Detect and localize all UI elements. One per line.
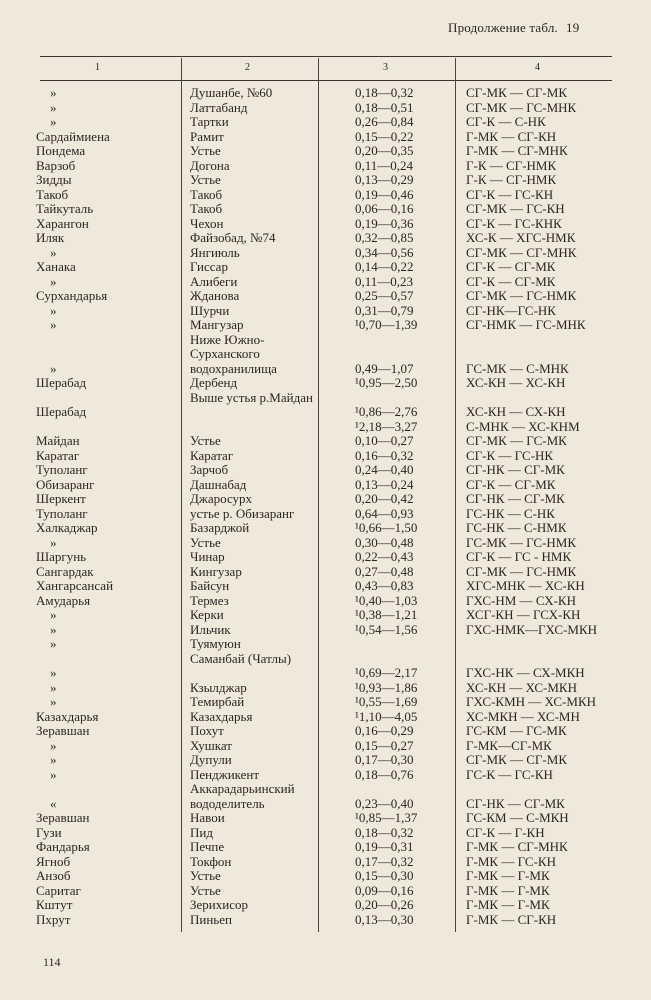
value-range-cell: 0,23—0,40: [355, 795, 414, 811]
river-cell: Шеркент: [36, 491, 86, 506]
station-cell: Устье: [190, 534, 221, 550]
station-cell: Похут: [190, 723, 224, 738]
river-cell: »: [50, 752, 57, 767]
column-number-4: 4: [535, 62, 540, 73]
station-cell: Зарчоб: [190, 462, 229, 477]
value-range-cell: 0,11—0,24: [355, 157, 414, 173]
station-cell: устье р. Обизаранг: [190, 505, 295, 521]
station-cell: Байсун: [190, 578, 230, 593]
table-row: [0, 884, 651, 899]
water-class-cell: Г-К — СГ-НМК: [466, 157, 557, 173]
table-row: [0, 623, 651, 638]
station-cell: Ильчик: [190, 621, 231, 637]
table-row: [0, 217, 651, 232]
table-row: [0, 434, 651, 449]
table-row: [0, 681, 651, 696]
value-range-cell: ¹0,66—1,50: [355, 520, 418, 535]
table-row: [0, 913, 651, 928]
table-body: [0, 86, 651, 927]
value-range-cell: ¹0,70—1,39: [355, 317, 418, 332]
water-class-cell: СГ-К — СГ-МК: [466, 476, 556, 492]
table-number: 19: [566, 20, 580, 35]
station-cell: Ниже Южно-Сурханского водохранилища: [190, 331, 277, 376]
water-class-cell: Г-МК — СГ-МНК: [466, 143, 568, 158]
column-number-row: [40, 58, 612, 80]
water-class-cell: ХС-КН — ХС-КН: [466, 375, 566, 390]
value-range-cell: 0,13—0,30: [355, 911, 414, 927]
value-range-cell: 0,43—0,83: [355, 578, 414, 593]
station-cell: Печпе: [190, 839, 225, 854]
water-class-cell: Г-МК — ГС-КН: [466, 853, 556, 869]
river-cell: »: [50, 694, 57, 709]
table-row: [0, 130, 651, 145]
river-cell: «: [50, 795, 57, 811]
station-cell: Янгиюль: [190, 244, 240, 260]
river-cell: Майдан: [36, 433, 80, 448]
table-row: [0, 463, 651, 478]
water-class-cell: СГ-НК — СГ-МК: [466, 462, 565, 477]
table-row: [0, 115, 651, 130]
table-row: [0, 289, 651, 304]
table-row: [0, 565, 651, 580]
column-number-3: 3: [383, 62, 388, 73]
table-row: [0, 144, 651, 159]
water-class-cell: ХС-К — ХГС-НМК: [466, 230, 576, 245]
river-cell: Шерабад: [36, 375, 87, 390]
value-range-cell: 0,26—0,84: [355, 114, 414, 129]
value-range-cell: 0,15—0,27: [355, 737, 414, 753]
table-row: [0, 724, 651, 739]
water-class-cell: ХСГ-КН — ГСХ-КН: [466, 607, 581, 622]
river-cell: Зеравшан: [36, 723, 90, 738]
station-cell: Тартки: [190, 114, 229, 129]
value-range-cell: 0,64—0,93: [355, 505, 414, 521]
station-cell: Хушкат: [190, 737, 232, 753]
station-cell: Пиньеп: [190, 911, 232, 927]
river-cell: »: [50, 273, 57, 289]
river-cell: Гузи: [36, 824, 62, 840]
river-cell: »: [50, 85, 57, 100]
river-cell: »: [50, 360, 57, 376]
value-range-cell: 0,18—0,76: [355, 766, 414, 782]
value-range-cell: 0,34—0,56: [355, 244, 414, 260]
table-row: [0, 333, 651, 377]
station-cell: Файзобад, №74: [190, 230, 276, 245]
river-cell: Варзоб: [36, 157, 76, 173]
table-row: [0, 855, 651, 870]
table-row: [0, 898, 651, 913]
river-cell: Ханака: [36, 259, 76, 274]
river-cell: Пхрут: [36, 911, 71, 927]
value-range-cell: 0,22—0,43: [355, 549, 414, 564]
river-cell: Фандарья: [36, 839, 90, 854]
station-cell: Керки: [190, 607, 224, 622]
water-class-cell: ГС-КМ — С-МКН: [466, 810, 569, 825]
station-cell: Каратаг: [190, 447, 234, 463]
station-cell: Саманбай (Чатлы): [190, 650, 292, 666]
river-cell: Амударья: [36, 592, 91, 608]
table-row: [0, 652, 651, 681]
water-class-cell: СГ-К — СГ-МК: [466, 259, 556, 274]
river-cell: »: [50, 621, 57, 637]
value-range-cell: ¹0,86—2,76: [355, 404, 418, 419]
value-range-cell: 0,30—0,48: [355, 534, 414, 550]
water-class-cell: ХГС-МНК — ХС-КН: [466, 578, 585, 593]
station-cell: Аккарадарьинский вододелитель: [190, 781, 295, 811]
station-cell: Пенджикент: [190, 766, 260, 782]
value-range-cell: 0,32—0,85: [355, 230, 414, 245]
river-cell: Анзоб: [36, 868, 71, 883]
station-cell: Базарджой: [190, 520, 250, 535]
table-row: [0, 318, 651, 333]
river-cell: Саритаг: [36, 882, 81, 898]
table-row: [0, 420, 651, 435]
value-range-cell: ¹1,10—4,05: [355, 708, 418, 724]
table-row: [0, 768, 651, 783]
water-class-cell: СГ-МК — ГС-МК: [466, 433, 567, 448]
table-row: [0, 188, 651, 203]
station-cell: Чехон: [190, 215, 224, 231]
table-row: [0, 173, 651, 188]
station-cell: Дашнабад: [190, 476, 247, 492]
river-cell: Сангардак: [36, 563, 94, 579]
value-range-cell: ¹0,54—1,56: [355, 621, 418, 637]
value-range-cell: ¹2,18—3,27: [355, 418, 418, 434]
table-row: [0, 492, 651, 507]
river-cell: Такоб: [36, 186, 69, 202]
water-class-cell: ХС-КН — ХС-МКН: [466, 679, 577, 695]
water-class-cell: СГ-К — ГС - НМК: [466, 549, 572, 564]
river-cell: Зидды: [36, 172, 72, 187]
table-row: [0, 304, 651, 319]
table-row: [0, 869, 651, 884]
water-class-cell: ГС-НК — С-НМК: [466, 520, 567, 535]
value-range-cell: 0,20—0,26: [355, 897, 414, 912]
table-row: [0, 507, 651, 522]
table-row: [0, 246, 651, 261]
station-cell: Туямуюн: [190, 636, 241, 651]
station-cell: Гиссар: [190, 259, 228, 274]
value-range-cell: 0,17—0,30: [355, 752, 414, 767]
value-range-cell: 0,18—0,32: [355, 824, 414, 840]
water-class-cell: ГХС-НМ — СХ-КН: [466, 592, 576, 608]
water-class-cell: ГС-МК — С-МНК: [466, 360, 569, 376]
table-row: [0, 275, 651, 290]
water-class-cell: Г-МК — Г-МК: [466, 868, 550, 883]
river-cell: Пондема: [36, 143, 86, 158]
station-cell: Выше устья р.Майдан: [190, 389, 313, 405]
page-header: [448, 20, 579, 36]
station-cell: Токфон: [190, 853, 232, 869]
water-class-cell: ГС-КМ — ГС-МК: [466, 723, 567, 738]
value-range-cell: 0,27—0,48: [355, 563, 414, 579]
station-cell: Темирбай: [190, 694, 245, 709]
water-class-cell: СГ-К — СГ-МК: [466, 273, 556, 289]
value-range-cell: ¹0,38—1,21: [355, 607, 418, 622]
water-class-cell: СГ-К — ГС-НК: [466, 447, 554, 463]
table-row: [0, 753, 651, 768]
river-cell: Хангарсансай: [36, 578, 114, 593]
station-cell: Жданова: [190, 288, 240, 303]
river-cell: »: [50, 607, 57, 622]
value-range-cell: ¹0,69—2,17: [355, 665, 418, 680]
station-cell: Устье: [190, 882, 221, 898]
water-class-cell: ГС-НК — С-НК: [466, 505, 555, 521]
water-class-cell: Г-МК — СГ-МНК: [466, 839, 568, 854]
table-row: [0, 608, 651, 623]
table-row: [0, 710, 651, 725]
table-row: [0, 594, 651, 609]
table-header-rule: [40, 80, 612, 81]
station-cell: Устье: [190, 433, 221, 448]
value-range-cell: 0,16—0,29: [355, 723, 414, 738]
column-number-1: 1: [95, 62, 100, 73]
station-cell: Устье: [190, 868, 221, 883]
table-row: [0, 739, 651, 754]
water-class-cell: СГ-МК — ГС-КН: [466, 201, 565, 216]
river-cell: »: [50, 679, 57, 695]
river-cell: »: [50, 766, 57, 782]
river-cell: Кштут: [36, 897, 73, 912]
table-top-rule: [40, 56, 612, 57]
value-range-cell: 0,13—0,29: [355, 172, 414, 187]
water-class-cell: СГ-К — С-НК: [466, 114, 546, 129]
water-class-cell: Г-К — СГ-НМК: [466, 172, 557, 187]
page-number: 114: [43, 955, 61, 969]
value-range-cell: 0,06—0,16: [355, 201, 414, 216]
water-class-cell: СГ-МК — ГС-НМК: [466, 288, 577, 303]
station-cell: Такоб: [190, 201, 223, 216]
river-cell: »: [50, 302, 57, 318]
station-cell: Догона: [190, 157, 230, 173]
station-cell: Рамит: [190, 128, 224, 144]
water-class-cell: ХС-КН — СХ-КН: [466, 404, 566, 419]
water-class-cell: СГ-К — ГС-КНК: [466, 215, 562, 231]
water-class-cell: ГХС-КМН — ХС-МКН: [466, 694, 597, 709]
river-cell: »: [50, 636, 57, 651]
water-class-cell: Г-МК — СГ-КН: [466, 128, 557, 144]
station-cell: Алибеги: [190, 273, 238, 289]
water-class-cell: Г-МК—СГ-МК: [466, 737, 552, 753]
station-cell: Чинар: [190, 549, 225, 564]
water-class-cell: ГХС-НМК—ГХС-МКН: [466, 621, 598, 637]
river-cell: Ягноб: [36, 853, 71, 869]
station-cell: Латтабанд: [190, 99, 248, 115]
river-cell: Туполанг: [36, 462, 88, 477]
value-range-cell: ¹0,95—2,50: [355, 375, 418, 390]
river-cell: Туполанг: [36, 505, 88, 521]
river-cell: Шерабад: [36, 404, 87, 419]
water-class-cell: СГ-НК — СГ-МК: [466, 491, 565, 506]
table-row: [0, 376, 651, 391]
value-range-cell: 0,20—0,42: [355, 491, 414, 506]
water-class-cell: СГ-МК — ГС-НМК: [466, 563, 577, 579]
station-cell: Кингузар: [190, 563, 242, 579]
water-class-cell: Г-МК — Г-МК: [466, 882, 550, 898]
table-row: [0, 231, 651, 246]
river-cell: »: [50, 665, 57, 680]
value-range-cell: 0,19—0,36: [355, 215, 414, 231]
station-cell: Казахдарья: [190, 708, 253, 724]
water-class-cell: ХС-МКН — ХС-МН: [466, 708, 580, 724]
table-row: [0, 478, 651, 493]
river-cell: »: [50, 244, 57, 260]
table-row: [0, 637, 651, 652]
river-cell: Халкаджар: [36, 520, 98, 535]
station-cell: Навои: [190, 810, 225, 825]
column-number-2: 2: [245, 62, 250, 73]
value-range-cell: 0,09—0,16: [355, 882, 414, 898]
water-class-cell: СГ-НК—ГС-НК: [466, 302, 556, 318]
water-class-cell: СГ-НМК — ГС-МНК: [466, 317, 586, 332]
table-row: [0, 260, 651, 275]
river-cell: »: [50, 99, 57, 115]
value-range-cell: 0,18—0,51: [355, 99, 414, 115]
water-class-cell: СГ-К — ГС-КН: [466, 186, 554, 202]
table-row: [0, 811, 651, 826]
value-range-cell: ¹0,93—1,86: [355, 679, 418, 695]
river-cell: »: [50, 534, 57, 550]
table-row: [0, 536, 651, 551]
station-cell: Зерихисор: [190, 897, 248, 912]
station-cell: Душанбе, №60: [190, 85, 273, 100]
water-class-cell: Г-МК — Г-МК: [466, 897, 550, 912]
water-class-cell: СГ-МК — СГ-МК: [466, 752, 567, 767]
river-cell: »: [50, 114, 57, 129]
value-range-cell: 0,18—0,32: [355, 85, 414, 100]
table-row: [0, 159, 651, 174]
river-cell: Сурхандарья: [36, 288, 108, 303]
station-cell: Такоб: [190, 186, 223, 202]
river-cell: Иляк: [36, 230, 65, 245]
river-cell: Харангон: [36, 215, 89, 231]
river-cell: Тайкуталь: [36, 201, 94, 216]
table-row: [0, 550, 651, 565]
river-cell: Каратаг: [36, 447, 80, 463]
value-range-cell: 0,13—0,24: [355, 476, 414, 492]
value-range-cell: 0,24—0,40: [355, 462, 414, 477]
table-row: [0, 695, 651, 710]
river-cell: Шаргунь: [36, 549, 87, 564]
value-range-cell: 0,10—0,27: [355, 433, 414, 448]
value-range-cell: 0,25—0,57: [355, 288, 414, 303]
river-cell: »: [50, 737, 57, 753]
table-row: [0, 86, 651, 101]
water-class-cell: СГ-МК — СГ-МНК: [466, 244, 577, 260]
table-row: [0, 579, 651, 594]
station-cell: Мангузар: [190, 317, 244, 332]
water-class-cell: ГХС-НК — СХ-МКН: [466, 665, 585, 680]
water-class-cell: СГ-К — Г-КН: [466, 824, 545, 840]
value-range-cell: ¹0,40—1,03: [355, 592, 418, 608]
value-range-cell: 0,17—0,32: [355, 853, 414, 869]
river-cell: Казахдарья: [36, 708, 99, 724]
value-range-cell: ¹0,55—1,69: [355, 694, 418, 709]
value-range-cell: 0,16—0,32: [355, 447, 414, 463]
value-range-cell: 0,19—0,46: [355, 186, 414, 202]
table-row: [0, 101, 651, 116]
water-class-cell: СГ-НК — СГ-МК: [466, 795, 565, 811]
table-row: [0, 782, 651, 811]
station-cell: Дербенд: [190, 375, 238, 390]
value-range-cell: 0,19—0,31: [355, 839, 414, 854]
river-cell: Сардаймиена: [36, 128, 110, 144]
water-class-cell: ГС-К — ГС-КН: [466, 766, 553, 782]
water-class-cell: СГ-МК — СГ-МК: [466, 85, 567, 100]
river-cell: Зеравшан: [36, 810, 90, 825]
table-caption: Продолжение табл.: [448, 20, 558, 35]
value-range-cell: 0,14—0,22: [355, 259, 414, 274]
water-class-cell: СГ-МК — ГС-МНК: [466, 99, 577, 115]
station-cell: Устье: [190, 143, 221, 158]
table-row: [0, 449, 651, 464]
station-cell: Термез: [190, 592, 229, 608]
value-range-cell: 0,15—0,22: [355, 128, 414, 144]
table-row: [0, 202, 651, 217]
value-range-cell: 0,31—0,79: [355, 302, 414, 318]
river-cell: Обизаранг: [36, 476, 95, 492]
value-range-cell: 0,49—1,07: [355, 360, 414, 376]
water-class-cell: Г-МК — СГ-КН: [466, 911, 557, 927]
table-row: [0, 521, 651, 536]
river-cell: »: [50, 317, 57, 332]
water-class-cell: С-МНК — ХС-КНМ: [466, 418, 580, 434]
water-class-cell: ГС-МК — ГС-НМК: [466, 534, 577, 550]
table-row: [0, 391, 651, 420]
station-cell: Пид: [190, 824, 213, 840]
station-cell: Джаросурх: [190, 491, 253, 506]
station-cell: Устье: [190, 172, 221, 187]
value-range-cell: 0,15—0,30: [355, 868, 414, 883]
station-cell: Кзылджар: [190, 679, 247, 695]
station-cell: Дупули: [190, 752, 232, 767]
value-range-cell: 0,20—0,35: [355, 143, 414, 158]
station-cell: Шурчи: [190, 302, 230, 318]
table-row: [0, 840, 651, 855]
table-row: [0, 826, 651, 841]
value-range-cell: ¹0,85—1,37: [355, 810, 418, 825]
value-range-cell: 0,11—0,23: [355, 273, 414, 289]
